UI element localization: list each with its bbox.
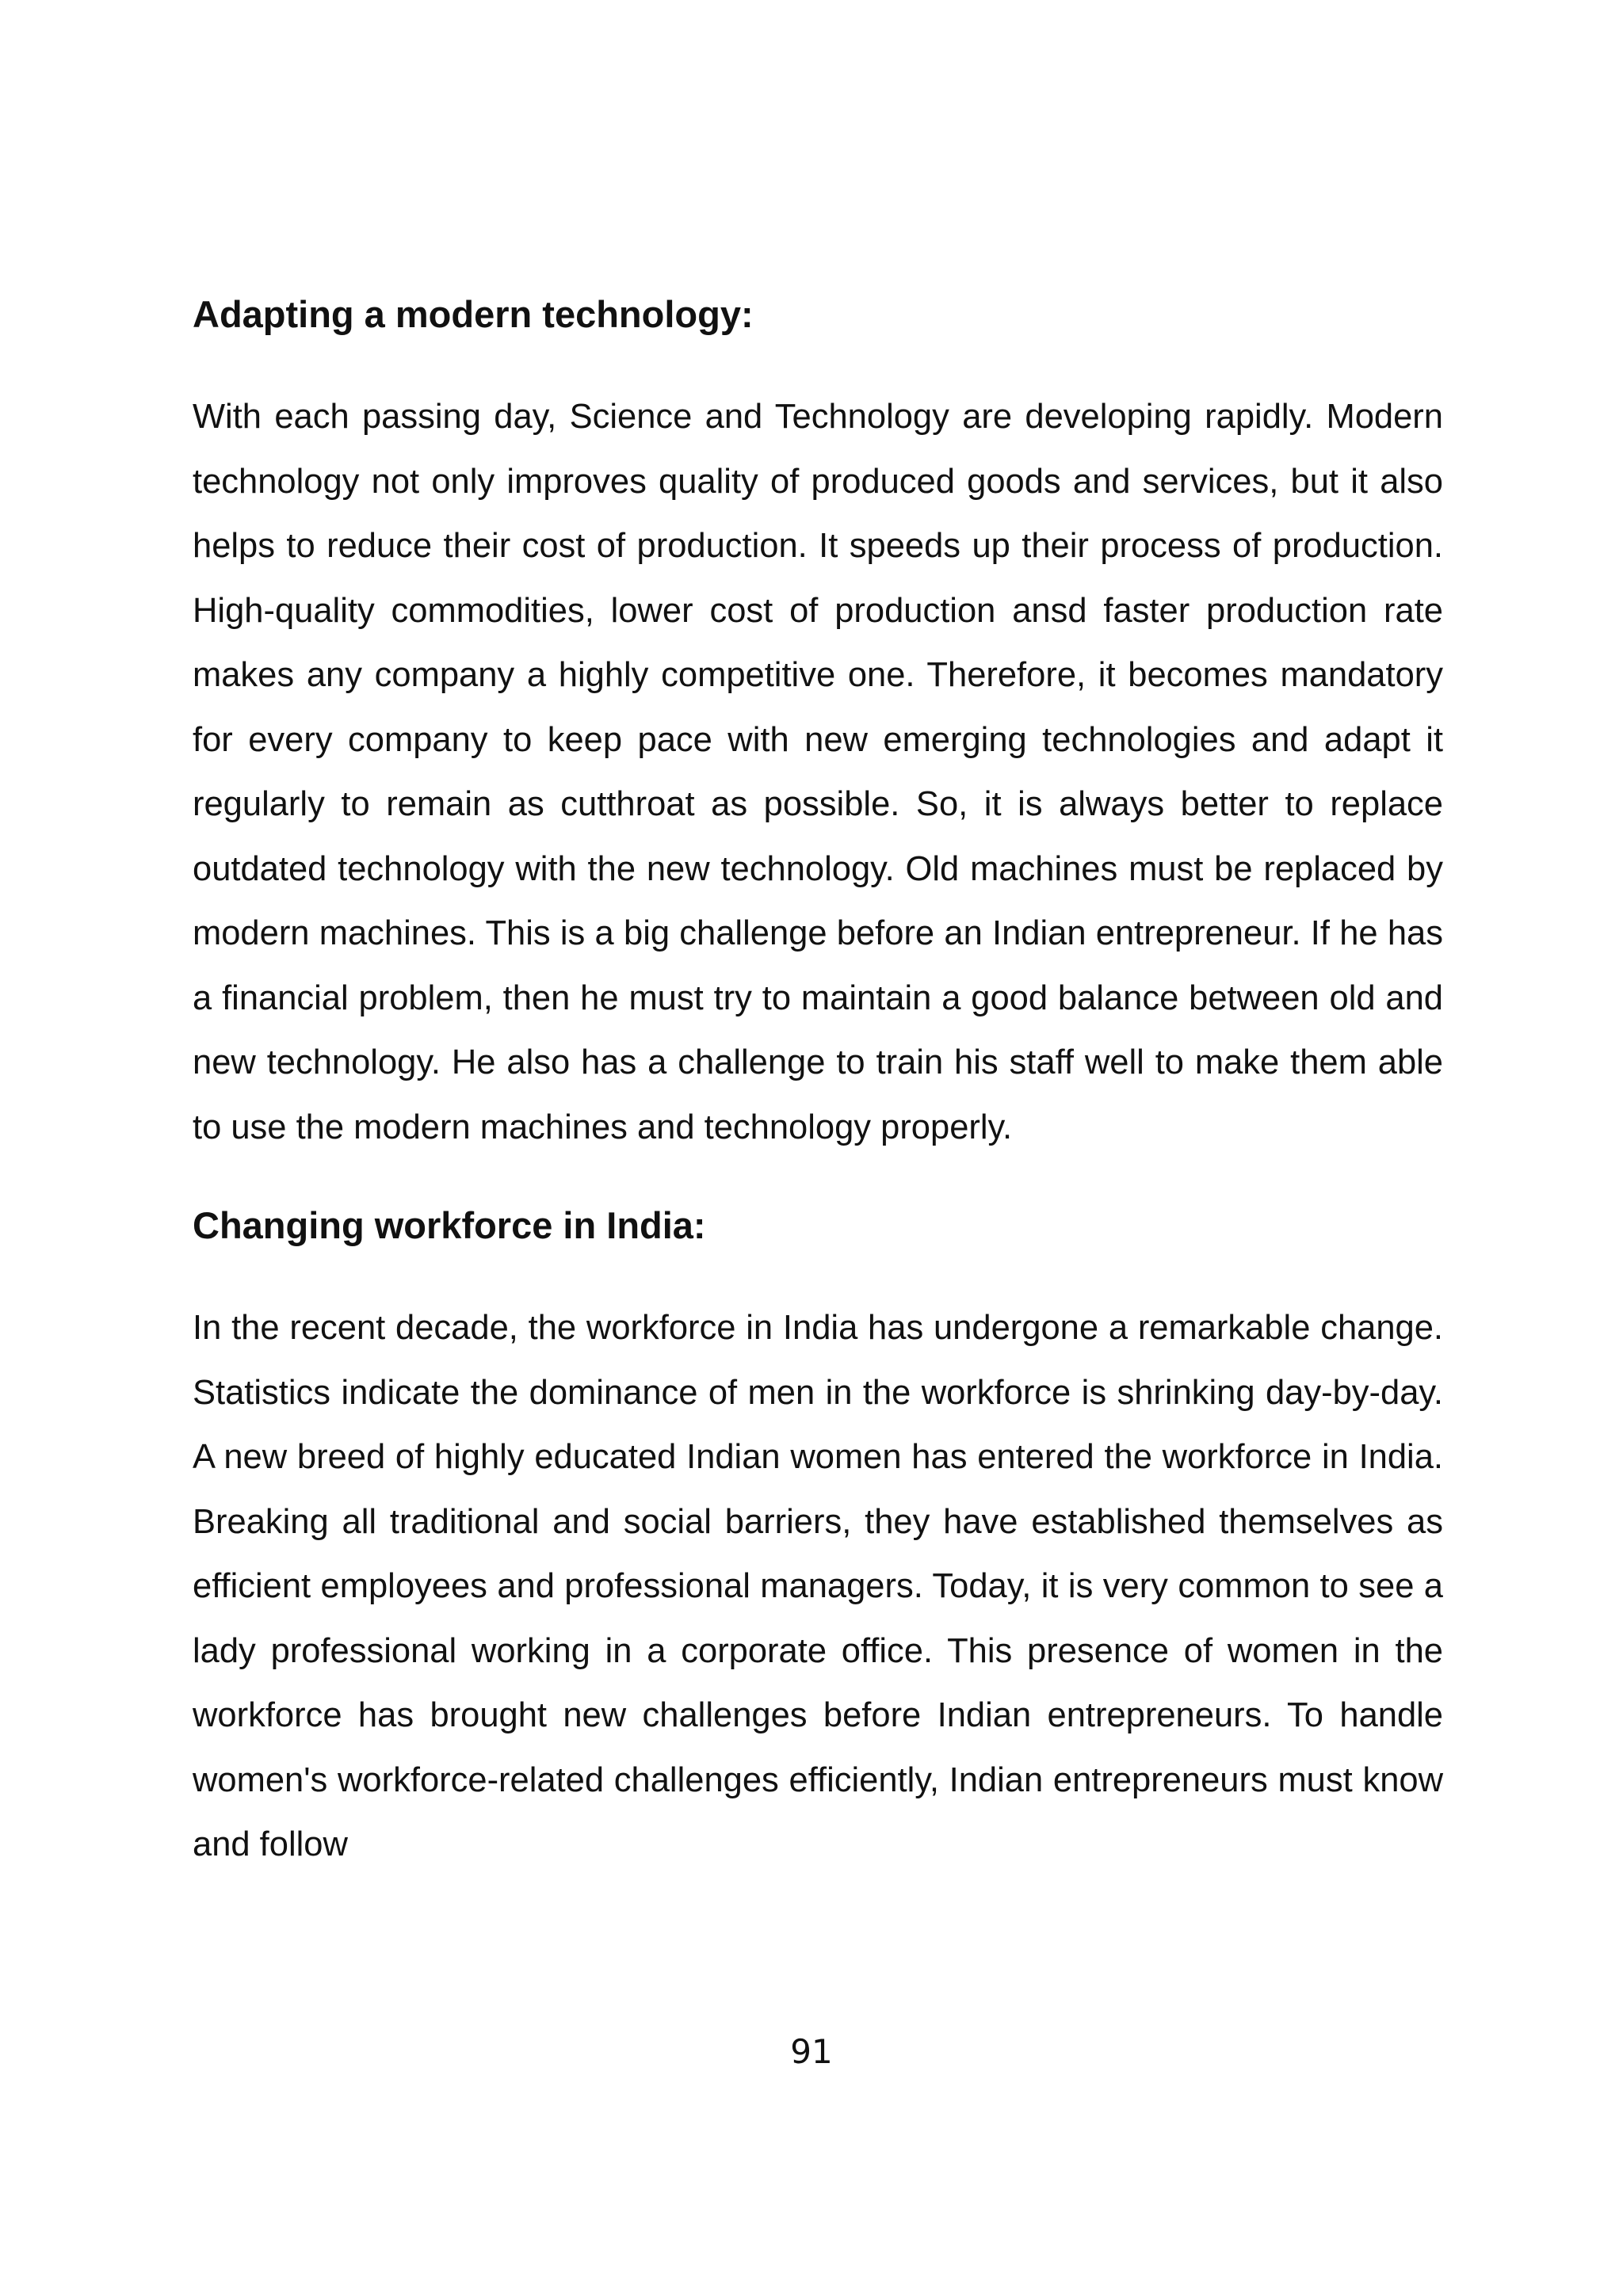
section-paragraph-modern-technology: With each passing day, Science and Technology are developing rapidly. Modern technology not only improves quality of produced goods and services, but it also helps to reduce their cost of production. It speeds up their process of production. High-quality commodities, lower cost of production ansd faster production rate makes any company a highly competitive one. Therefore, it becomes mandatory for every company to keep pace with new emerging technologies and adapt it regularly to remain as cutthroat as possible. So, it is always better to replace outdated technology with the new technology. Old machines must be replaced by modern machines. This is a big challenge before an Indian entrepreneur. If he has a financial problem, then he must try to maintain a good balance between old and new technology. He also has a challenge to train his staff well to make them able to use the modern machines and technology properly.	[193, 398, 1443, 1146]
section-heading-changing-workforce: Changing workforce in India:	[193, 1204, 706, 1246]
section-paragraph-changing-workforce: In the recent decade, the workforce in India has undergone a remarkable change. Statistics indicate the dominance of men in the workforce is shrinking day-by-day. A new breed of highly educated Indian women has entered the workforce in India. Breaking all traditional and social barriers, they have established themselves as efficient employees and professional managers. Today, it is very common to see a lady professional working in a corporate office. This presence of women in the workforce has brought new challenges before Indian entrepreneurs. To handle women's workforce-related challenges efficiently, Indian entrepreneurs must know and follow	[193, 1309, 1443, 1863]
page-content	[193, 285, 1443, 1878]
page-number: 91	[790, 2032, 833, 2071]
section-heading-modern-technology: Adapting a modern technology:	[193, 293, 754, 335]
